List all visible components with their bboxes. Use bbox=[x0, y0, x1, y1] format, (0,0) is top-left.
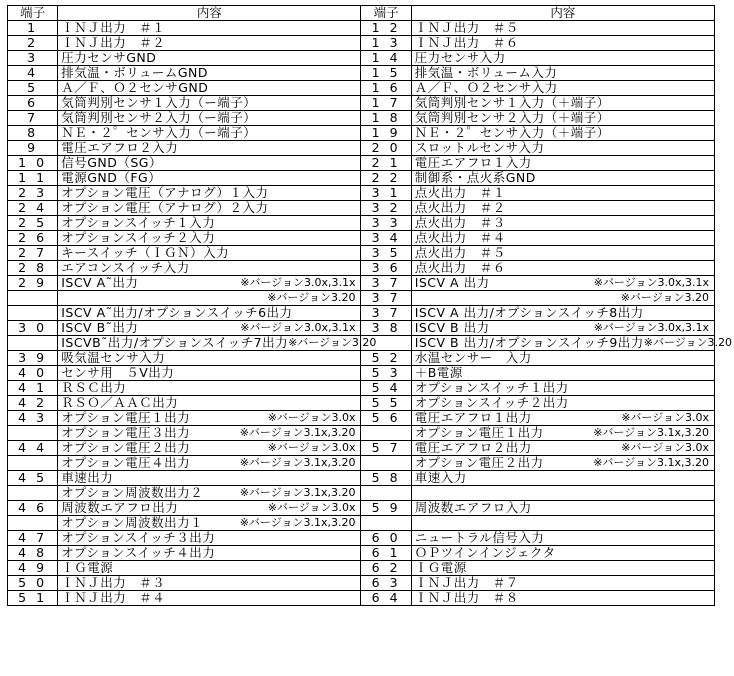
pin-description: オプションスイッチ３出力 bbox=[58, 531, 361, 546]
pin-number: 5 6 bbox=[361, 411, 411, 426]
version-note: ※バージョン3.1x,3.20 bbox=[239, 426, 356, 439]
description-with-note bbox=[61, 321, 357, 335]
pin-description bbox=[411, 516, 714, 531]
pin-description: 吸気温センサ入力 bbox=[58, 351, 361, 366]
pin-number: 1 5 bbox=[361, 66, 411, 81]
description-with-note bbox=[415, 291, 711, 305]
header-content-left: 内容 bbox=[58, 6, 361, 21]
table-row bbox=[8, 336, 715, 351]
table-row bbox=[8, 216, 715, 231]
pin-number: 4 7 bbox=[8, 531, 58, 546]
description-with-note bbox=[415, 321, 711, 335]
pin-description: ＩＮＪ出力 ＃１ bbox=[58, 21, 361, 36]
pin-description bbox=[58, 321, 361, 336]
pin-description: オプションスイッチ１出力 bbox=[411, 381, 714, 396]
pin-description: 気筒判別センサ１入力（＋端子） bbox=[411, 96, 714, 111]
pin-number: 3 7 bbox=[361, 276, 411, 291]
pin-description bbox=[58, 456, 361, 471]
pin-description-text: 周波数エアフロ出力 bbox=[61, 500, 179, 515]
header-pin-left: 端子 bbox=[8, 6, 58, 21]
pin-description: ＩＧ電源 bbox=[411, 561, 714, 576]
pin-description bbox=[58, 411, 361, 426]
table-row bbox=[8, 51, 715, 66]
pin-description: ニュートラル信号入力 bbox=[411, 531, 714, 546]
table-row bbox=[8, 546, 715, 561]
pin-description: 電圧エアフロ１入力 bbox=[411, 156, 714, 171]
pin-number: 6 0 bbox=[361, 531, 411, 546]
pin-number: 3 6 bbox=[361, 261, 411, 276]
pin-description bbox=[411, 291, 714, 306]
pin-number: 1 4 bbox=[361, 51, 411, 66]
pin-description: 圧力センサ入力 bbox=[411, 51, 714, 66]
table-row bbox=[8, 36, 715, 51]
pin-number: 5 1 bbox=[8, 591, 58, 606]
pin-description: 点火出力 ＃１ bbox=[411, 186, 714, 201]
description-with-note bbox=[61, 456, 357, 470]
pin-description: ISCV A 出力/オプションスイッチ8出力 bbox=[411, 306, 714, 321]
pin-number: 5 7 bbox=[361, 441, 411, 456]
table-row bbox=[8, 471, 715, 486]
pin-number: 3 7 bbox=[361, 306, 411, 321]
pin-number: 2 5 bbox=[8, 216, 58, 231]
pin-number: 3 0 bbox=[8, 321, 58, 336]
pin-number: 5 4 bbox=[361, 381, 411, 396]
pin-description: 気筒判別センサ２入力（ー端子） bbox=[58, 111, 361, 126]
pin-description: 圧力センサGND bbox=[58, 51, 361, 66]
table-row bbox=[8, 441, 715, 456]
table-row bbox=[8, 561, 715, 576]
pin-table-body bbox=[8, 20, 733, 606]
header-pin-right: 端子 bbox=[361, 6, 411, 21]
pin-number: 5 9 bbox=[361, 501, 411, 516]
pin-description-text: 電圧エアフロ２出力 bbox=[414, 440, 532, 455]
pin-description: 水温センサー 入力 bbox=[411, 351, 714, 366]
pin-number: 5 5 bbox=[361, 396, 411, 411]
table-row bbox=[8, 111, 715, 126]
version-note: ※バージョン3.20 bbox=[288, 336, 377, 349]
pin-number: 5 0 bbox=[8, 576, 58, 591]
description-with-note bbox=[61, 516, 357, 530]
pin-number: 4 2 bbox=[8, 396, 58, 411]
pin-description bbox=[58, 335, 377, 351]
pin-description-text: オプション電圧２出力 bbox=[414, 455, 544, 470]
description-with-note bbox=[414, 335, 733, 350]
pin-number: 2 8 bbox=[8, 261, 58, 276]
pin-description bbox=[58, 441, 361, 456]
pin-number: 4 5 bbox=[8, 471, 58, 486]
pin-number: 2 0 bbox=[361, 141, 411, 156]
pin-description: Ａ／Ｆ、Ｏ２センサGND bbox=[58, 81, 361, 96]
description-with-note bbox=[415, 456, 711, 470]
pin-description: 点火出力 ＃３ bbox=[411, 216, 714, 231]
pin-number: 4 bbox=[8, 66, 58, 81]
pin-description: ＲＳＣ出力 bbox=[58, 381, 361, 396]
pin-number: 4 8 bbox=[8, 546, 58, 561]
pin-description: 周波数エアフロ入力 bbox=[411, 501, 714, 516]
pin-description-text: ISCV B 出力/オプションスイッチ9出力 bbox=[414, 335, 644, 350]
pin-description: 電圧エアフロ２入力 bbox=[58, 141, 361, 156]
pin-description bbox=[411, 321, 714, 336]
pin-description: ＩＮＪ出力 ＃２ bbox=[58, 36, 361, 51]
pin-description: 制御系・点火系GND bbox=[411, 171, 714, 186]
pin-description: キースイッチ（ＩＧＮ）入力 bbox=[58, 246, 361, 261]
pin-description: ＩＮＪ出力 ＃３ bbox=[58, 576, 361, 591]
pin-description: ＋B電源 bbox=[411, 366, 714, 381]
version-note: ※バージョン3.20 bbox=[267, 291, 356, 304]
table-row bbox=[8, 591, 715, 606]
pin-description: 点火出力 ＃２ bbox=[411, 201, 714, 216]
table-row bbox=[8, 156, 715, 171]
version-note: ※バージョン3.1x,3.20 bbox=[239, 516, 356, 529]
pin-description-text: オプション周波数出力１ bbox=[61, 515, 204, 530]
pin-description: ＲＳＯ／ＡＡＣ出力 bbox=[58, 396, 361, 411]
pin-number: 6 2 bbox=[361, 561, 411, 576]
pin-description: ＩＮＪ出力 ＃４ bbox=[58, 591, 361, 606]
pin-description: ＩＧ電源 bbox=[58, 561, 361, 576]
version-note: ※バージョン3.1x,3.20 bbox=[593, 426, 709, 439]
pin-number: 4 4 bbox=[8, 441, 58, 456]
description-with-note bbox=[61, 276, 357, 290]
pin-number: 1 bbox=[8, 21, 58, 36]
table-row bbox=[8, 351, 715, 366]
description-with-note bbox=[61, 411, 357, 425]
pin-description: オプションスイッチ２出力 bbox=[411, 396, 714, 411]
pin-number: 3 1 bbox=[361, 186, 411, 201]
pin-description-text: オプション周波数出力２ bbox=[61, 485, 204, 500]
table-row bbox=[8, 126, 715, 141]
pin-description bbox=[411, 486, 714, 501]
pin-number: 6 1 bbox=[361, 546, 411, 561]
table-row bbox=[8, 456, 715, 471]
pin-description: オプション電圧（アナログ）１入力 bbox=[58, 186, 361, 201]
table-row bbox=[8, 186, 715, 201]
pin-number bbox=[361, 486, 411, 501]
table-row bbox=[8, 171, 715, 186]
pin-description: 気筒判別センサ１入力（ー端子） bbox=[58, 96, 361, 111]
pin-number: 2 bbox=[8, 36, 58, 51]
pin-description: 点火出力 ＃４ bbox=[411, 231, 714, 246]
pin-number: 3 8 bbox=[361, 321, 411, 336]
table-row bbox=[8, 501, 715, 516]
table-row bbox=[8, 321, 715, 336]
description-with-note bbox=[61, 501, 357, 515]
pin-number: 2 3 bbox=[8, 186, 58, 201]
table-row bbox=[8, 366, 715, 381]
pin-number bbox=[8, 456, 58, 471]
pin-number: 4 9 bbox=[8, 561, 58, 576]
pin-number: 1 8 bbox=[361, 111, 411, 126]
pin-number: 3 5 bbox=[361, 246, 411, 261]
pin-number: 3 2 bbox=[361, 201, 411, 216]
description-with-note bbox=[61, 486, 357, 500]
table-row bbox=[8, 381, 715, 396]
pin-description: 車速出力 bbox=[58, 471, 361, 486]
pin-number: 1 1 bbox=[8, 171, 58, 186]
table-row bbox=[8, 276, 715, 291]
version-note: ※バージョン3.0x,3.1x bbox=[593, 321, 709, 334]
pin-description bbox=[411, 276, 714, 291]
version-note: ※バージョン3.0x bbox=[621, 441, 709, 454]
pin-number: 4 1 bbox=[8, 381, 58, 396]
table-row bbox=[8, 411, 715, 426]
description-with-note bbox=[61, 441, 357, 455]
pin-description-text: オプション電圧２出力 bbox=[61, 440, 191, 455]
pin-number bbox=[8, 426, 58, 441]
pin-description bbox=[58, 516, 361, 531]
pin-number: 2 9 bbox=[8, 276, 58, 291]
pin-description-text: オプション電圧４出力 bbox=[61, 455, 191, 470]
table-row bbox=[8, 231, 715, 246]
pin-description: 排気温・ボリュームGND bbox=[58, 66, 361, 81]
pin-description: 気筒判別センサ２入力（＋端子） bbox=[411, 111, 714, 126]
pin-description: ＩＮＪ出力 ＃８ bbox=[411, 591, 714, 606]
pin-number: 5 bbox=[8, 81, 58, 96]
version-note: ※バージョン3.0x,3.1x bbox=[593, 276, 709, 289]
pin-number bbox=[8, 486, 58, 501]
pin-number: 6 4 bbox=[361, 591, 411, 606]
pin-number bbox=[361, 456, 411, 471]
description-with-note bbox=[415, 276, 711, 290]
pin-description bbox=[58, 291, 361, 306]
pin-number: 2 7 bbox=[8, 246, 58, 261]
version-note: ※バージョン3.0x bbox=[621, 411, 709, 424]
pin-description bbox=[411, 411, 714, 426]
pin-description bbox=[58, 501, 361, 516]
version-note: ※バージョン3.0x,3.1x bbox=[240, 276, 356, 289]
pin-description: 排気温・ボリューム入力 bbox=[411, 66, 714, 81]
pin-number: 1 6 bbox=[361, 81, 411, 96]
pin-description: ＩＮＪ出力 ＃５ bbox=[411, 21, 714, 36]
pin-description-text: オプション電圧１出力 bbox=[414, 425, 544, 440]
pin-description: オプション電圧（アナログ）２入力 bbox=[58, 201, 361, 216]
pin-number: 3 bbox=[8, 51, 58, 66]
table-row bbox=[8, 66, 715, 81]
pin-description: オプションスイッチ２入力 bbox=[58, 231, 361, 246]
pin-number: 1 3 bbox=[361, 36, 411, 51]
pin-number: 5 3 bbox=[361, 366, 411, 381]
pin-description-text: ISCV A˜出力 bbox=[61, 275, 139, 290]
pin-number: 1 9 bbox=[361, 126, 411, 141]
version-note: ※バージョン3.1x,3.20 bbox=[239, 486, 356, 499]
version-note: ※バージョン3.1x,3.20 bbox=[239, 456, 356, 469]
description-with-note bbox=[415, 441, 711, 455]
table-row bbox=[8, 96, 715, 111]
pin-number: 1 0 bbox=[8, 156, 58, 171]
pin-number: 2 1 bbox=[361, 156, 411, 171]
pin-number: 7 bbox=[8, 111, 58, 126]
pin-number: 3 3 bbox=[361, 216, 411, 231]
pin-description: ISCV A˜出力/オプションスイッチ6出力 bbox=[58, 306, 361, 321]
pin-number: 4 3 bbox=[8, 411, 58, 426]
pin-number: 8 bbox=[8, 126, 58, 141]
pin-description: 点火出力 ＃５ bbox=[411, 246, 714, 261]
pin-description-text: オプション電圧１出力 bbox=[61, 410, 191, 425]
table-row bbox=[8, 141, 715, 156]
pin-description bbox=[411, 335, 733, 351]
pin-number: 2 2 bbox=[361, 171, 411, 186]
table-row bbox=[8, 306, 715, 321]
pin-number bbox=[8, 306, 58, 321]
version-note: ※バージョン3.20 bbox=[620, 291, 709, 304]
pin-description: ＮＥ・２゜センサ入力（＋端子） bbox=[411, 126, 714, 141]
pin-number: 3 4 bbox=[361, 231, 411, 246]
version-note: ※バージョン3.0x bbox=[267, 441, 356, 454]
table-row bbox=[8, 426, 715, 441]
table-row bbox=[8, 516, 715, 531]
pin-description bbox=[58, 426, 361, 441]
pin-description: ＩＮＪ出力 ＃６ bbox=[411, 36, 714, 51]
description-with-note bbox=[415, 411, 711, 425]
pin-description: Ａ／Ｆ、Ｏ２センサ入力 bbox=[411, 81, 714, 96]
version-note: ※バージョン3.0x bbox=[267, 501, 356, 514]
pin-number: 6 3 bbox=[361, 576, 411, 591]
pin-number: 3 9 bbox=[8, 351, 58, 366]
version-note: ※バージョン3.1x,3.20 bbox=[593, 456, 709, 469]
pin-description bbox=[411, 426, 714, 441]
pin-description-text: ISCV B˜出力 bbox=[61, 320, 139, 335]
table-row bbox=[8, 246, 715, 261]
pin-description: 点火出力 ＃６ bbox=[411, 261, 714, 276]
description-with-note bbox=[61, 426, 357, 440]
pin-description-text: ISCVB˜出力/オプションスイッチ7出力 bbox=[61, 335, 289, 350]
pin-description: ＩＮＪ出力 ＃７ bbox=[411, 576, 714, 591]
pin-description: ＮＥ・２゜センサ入力（ー端子） bbox=[58, 126, 361, 141]
pin-description: センサ用 ５V出力 bbox=[58, 366, 361, 381]
pin-description: 車速入力 bbox=[411, 471, 714, 486]
pin-description: スロットルセンサ入力 bbox=[411, 141, 714, 156]
pin-number: 2 4 bbox=[8, 201, 58, 216]
pin-description-text: オプション電圧３出力 bbox=[61, 425, 191, 440]
description-with-note bbox=[415, 426, 711, 440]
pin-description: ＯＰツインインジェクタ bbox=[411, 546, 714, 561]
pin-description: オプションスイッチ１入力 bbox=[58, 216, 361, 231]
pin-number: 4 0 bbox=[8, 366, 58, 381]
pin-number bbox=[8, 516, 58, 531]
table-row bbox=[8, 81, 715, 96]
version-note: ※バージョン3.0x,3.1x bbox=[240, 321, 356, 334]
pin-number: 3 7 bbox=[361, 291, 411, 306]
pin-description-text: ISCV A 出力 bbox=[414, 275, 490, 290]
pin-number: 4 6 bbox=[8, 501, 58, 516]
version-note: ※バージョン3.20 bbox=[643, 336, 733, 349]
pin-number bbox=[8, 336, 58, 351]
header-content-right: 内容 bbox=[411, 6, 714, 21]
pin-number: 1 2 bbox=[361, 21, 411, 36]
pin-description-text: ISCV B 出力 bbox=[414, 320, 490, 335]
pin-number: 5 2 bbox=[361, 351, 411, 366]
pin-number: 1 7 bbox=[361, 96, 411, 111]
pin-number bbox=[361, 516, 411, 531]
table-row bbox=[8, 291, 715, 306]
pin-description-text: 電圧エアフロ１出力 bbox=[414, 410, 532, 425]
table-row bbox=[8, 396, 715, 411]
table-row bbox=[8, 261, 715, 276]
pin-description bbox=[58, 276, 361, 291]
pin-description bbox=[58, 486, 361, 501]
table-row bbox=[8, 576, 715, 591]
description-with-note bbox=[61, 335, 377, 350]
pin-description: 電源GND（FG） bbox=[58, 171, 361, 186]
table-row bbox=[8, 21, 715, 36]
pin-description: エアコンスイッチ入力 bbox=[58, 261, 361, 276]
pin-number: 2 6 bbox=[8, 231, 58, 246]
pin-number bbox=[361, 426, 411, 441]
pin-number: 5 8 bbox=[361, 471, 411, 486]
version-note: ※バージョン3.0x bbox=[267, 411, 356, 424]
pin-description bbox=[411, 441, 714, 456]
pin-assignment-table bbox=[7, 5, 733, 606]
pin-number: 9 bbox=[8, 141, 58, 156]
pin-description: 信号GND（SG） bbox=[58, 156, 361, 171]
pin-number bbox=[8, 291, 58, 306]
table-row bbox=[8, 201, 715, 216]
pin-description bbox=[411, 456, 714, 471]
header-row bbox=[8, 6, 715, 21]
table-row bbox=[8, 486, 715, 501]
table-row bbox=[8, 531, 715, 546]
pin-number: 6 bbox=[8, 96, 58, 111]
pin-description: オプションスイッチ４出力 bbox=[58, 546, 361, 561]
description-with-note bbox=[61, 291, 357, 305]
